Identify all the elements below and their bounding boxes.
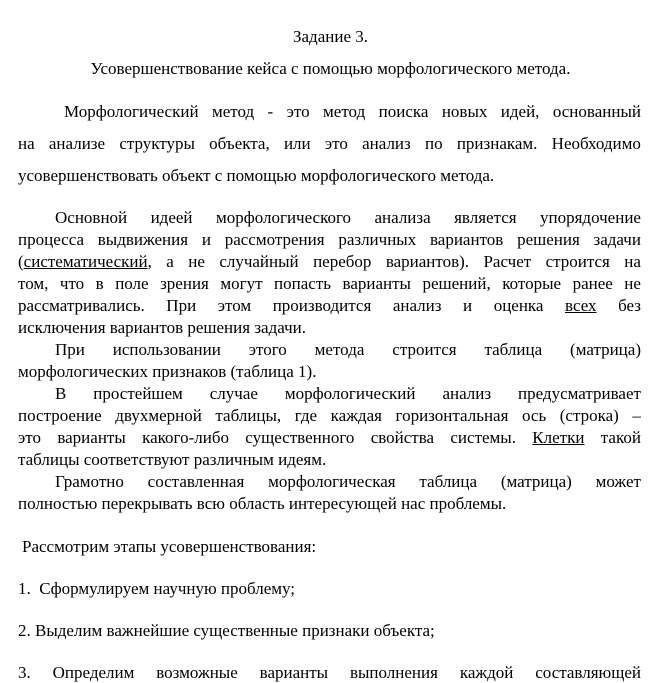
intro-line-2-word: анализе (48, 134, 106, 153)
intro-line-1-word: идей, (500, 102, 540, 121)
p1-line-3-w8: на (624, 252, 641, 271)
p1-line-4-word: могут (220, 274, 263, 293)
p3-line-2-word: (строка) (559, 406, 619, 425)
p1-line-4-word: варианты (342, 274, 411, 293)
p2-line-1-word: При (55, 340, 85, 359)
p4-line-1 (55, 472, 641, 492)
p1-line-5-end: без (618, 296, 641, 315)
p1-line-4-word: зрения (160, 274, 209, 293)
p4-line-1-word: таблица (419, 472, 478, 491)
step-3-word: варианты (259, 663, 329, 682)
intro-line-2-word: объекта, (209, 134, 270, 153)
p1-line-4-word: которые (502, 274, 562, 293)
p2-line-1-word: этого (248, 340, 287, 359)
p3-line-2-word: горизонтальная (395, 406, 509, 425)
step-3-word: Определим (52, 663, 135, 682)
p1-line-1-word: идеей (150, 208, 193, 227)
intro-line-2 (18, 134, 641, 154)
p1-line-2 (18, 230, 641, 250)
p1-line-4-word: попасть (274, 274, 332, 293)
subtitle: Усовершенствование кейса с помощью морфологического метода. (90, 59, 571, 78)
p3-line-1-word: анализ (442, 384, 492, 403)
intro-line-1-word: основанный (552, 102, 641, 121)
intro-line-2-word: структуры (119, 134, 195, 153)
p3-line-3-word: какого-либо (142, 428, 229, 447)
p2-line-1 (55, 340, 641, 360)
p3-line-1-word: В (55, 384, 67, 403)
p4-line-1-word: составленная (147, 472, 245, 491)
p1-line-3-w2: не (188, 252, 205, 271)
p1-line-1-word: анализа (374, 208, 431, 227)
p1-line-3-w1: а (166, 252, 174, 271)
underlined-word-cells: Клетки (532, 428, 585, 447)
p1-line-2-word: процесса (18, 230, 85, 249)
p1-line-3-comma: , (147, 252, 152, 271)
p1-line-4-word: что (59, 274, 85, 293)
p3-line-3-word: существенного (245, 428, 355, 447)
p3-line-3 (18, 428, 641, 448)
p1-line-4 (18, 274, 641, 294)
p2-line-1-word: использовании (112, 340, 221, 359)
p1-line-5-word: рассматривались. (18, 296, 145, 315)
step-3-word: выполнения (349, 663, 438, 682)
intro-line-2-word: признакам. (456, 134, 538, 153)
p1-line-4-word: ранее (572, 274, 613, 293)
intro-line-2-word: анализ (362, 134, 411, 153)
p1-line-3 (18, 252, 641, 272)
intro-line-2-word: по (424, 134, 443, 153)
p4-line-1-word: Грамотно (55, 472, 124, 491)
intro-line-2-word: это (324, 134, 348, 153)
intro-line-1-word: Морфологический (64, 102, 199, 121)
intro-line-1-word: это (286, 102, 310, 121)
intro-line-1-word: поиска (378, 102, 429, 121)
p3-line-3-end: такой (600, 428, 641, 447)
p1-line-5-word: оценка (493, 296, 544, 315)
p1-line-1 (55, 208, 641, 228)
p2-line-1-word: таблица (484, 340, 543, 359)
p3-line-2-word: построение (18, 406, 102, 425)
p2-line-1-word: метода (314, 340, 365, 359)
p3-line-1-word: морфологический (284, 384, 416, 403)
step-3 (18, 663, 641, 683)
p3-line-2-word: – (632, 406, 641, 425)
p1-line-3-lead (18, 252, 152, 272)
p3-line-2-word: где (294, 406, 318, 425)
open-paren: ( (18, 252, 24, 271)
p1-line-5-word: производится (272, 296, 372, 315)
p4-line-1-word: (матрица) (500, 472, 572, 491)
p2-line-2: морфологических признаков (таблица 1). (18, 362, 317, 381)
p3-line-2 (18, 406, 641, 426)
p3-line-3-word: системы. (450, 428, 516, 447)
p3-line-2-word: двухмерной (115, 406, 202, 425)
intro-line-2-word: или (283, 134, 311, 153)
intro-line-1-word: метод (211, 102, 255, 121)
intro-line-1-word: новых (441, 102, 488, 121)
p3-line-1-word: случае (209, 384, 258, 403)
intro-line-2-word: на (18, 134, 35, 153)
step-3-word: 3. (18, 663, 31, 682)
p1-line-3-w4: перебор (313, 252, 372, 271)
intro-line-1-word: метод (323, 102, 366, 121)
intro-line-3: усовершенствовать объект с помощью морфологического метода. (18, 166, 495, 185)
p1-line-3-w5: вариантов). (385, 252, 470, 271)
step-2: 2. Выделим важнейшие существенные признаки объекта; (18, 621, 435, 640)
p1-line-4-word: в (95, 274, 104, 293)
p1-line-4-word: решений, (422, 274, 491, 293)
intro-line-2-word: Необходимо (551, 134, 641, 153)
p3-line-3-word: это (18, 428, 42, 447)
p4-line-1-word: морфологическая (268, 472, 396, 491)
underlined-word-systematic: систематический (23, 252, 148, 271)
p3-line-2-word: таблицы, (215, 406, 282, 425)
p1-line-2-word: различных (338, 230, 417, 249)
step-1: 1. Сформулируем научную проблему; (18, 579, 296, 598)
p1-line-3-w6: Расчет (483, 252, 532, 271)
p1-line-1-word: Основной (55, 208, 128, 227)
p4-line-2: полностью перекрывать всю область интересующей нас проблемы. (18, 494, 507, 513)
p1-line-2-word: вариантов (429, 230, 504, 249)
p1-line-1-word: является (454, 208, 517, 227)
p1-line-2-word: выдвижения (97, 230, 189, 249)
p4-line-1-word: может (595, 472, 641, 491)
task-title: Задание 3. (293, 27, 368, 46)
p3-line-1-word: предусматривает (518, 384, 641, 403)
p1-line-5-word: этом (217, 296, 252, 315)
p3-line-2-word: каждая (330, 406, 382, 425)
p1-line-3-w7: строится (545, 252, 610, 271)
p1-line-2-word: решения (517, 230, 580, 249)
p1-line-1-word: морфологического (215, 208, 352, 227)
p3-line-1 (55, 384, 641, 404)
p1-line-4-word: поле (115, 274, 149, 293)
p1-line-2-word: задачи (593, 230, 641, 249)
p1-line-5-word: и (463, 296, 473, 315)
p1-line-2-word: рассмотрения (224, 230, 325, 249)
p3-line-3-word: варианты (57, 428, 126, 447)
p1-line-5 (18, 296, 641, 316)
step-3-word: составляющей (535, 663, 641, 682)
p1-line-4-word: том, (18, 274, 49, 293)
step-3-word: каждой (459, 663, 514, 682)
step-3-word: возможные (156, 663, 238, 682)
p1-line-4-word: не (624, 274, 641, 293)
p1-line-1-word: упорядочение (540, 208, 641, 227)
p2-line-1-word: строится (392, 340, 457, 359)
stages-heading: Рассмотрим этапы усовершенствования: (22, 537, 317, 556)
underlined-word-all: всех (565, 296, 597, 315)
p1-line-2-word: и (201, 230, 211, 249)
p1-line-6: исключения вариантов решения задачи. (18, 318, 306, 337)
p3-line-3-word: свойства (370, 428, 435, 447)
p3-line-1-word: простейшем (93, 384, 183, 403)
p2-line-1-word: (матрица) (570, 340, 641, 359)
intro-line-1 (64, 102, 641, 122)
p1-line-3-w3: случайный (219, 252, 299, 271)
p1-line-5-word: При (166, 296, 197, 315)
p3-line-4: таблицы соответствуют различным идеям. (18, 450, 327, 469)
p3-line-2-word: ось (521, 406, 547, 425)
p1-line-5-word: анализ (392, 296, 442, 315)
intro-line-1-word: - (267, 102, 274, 121)
